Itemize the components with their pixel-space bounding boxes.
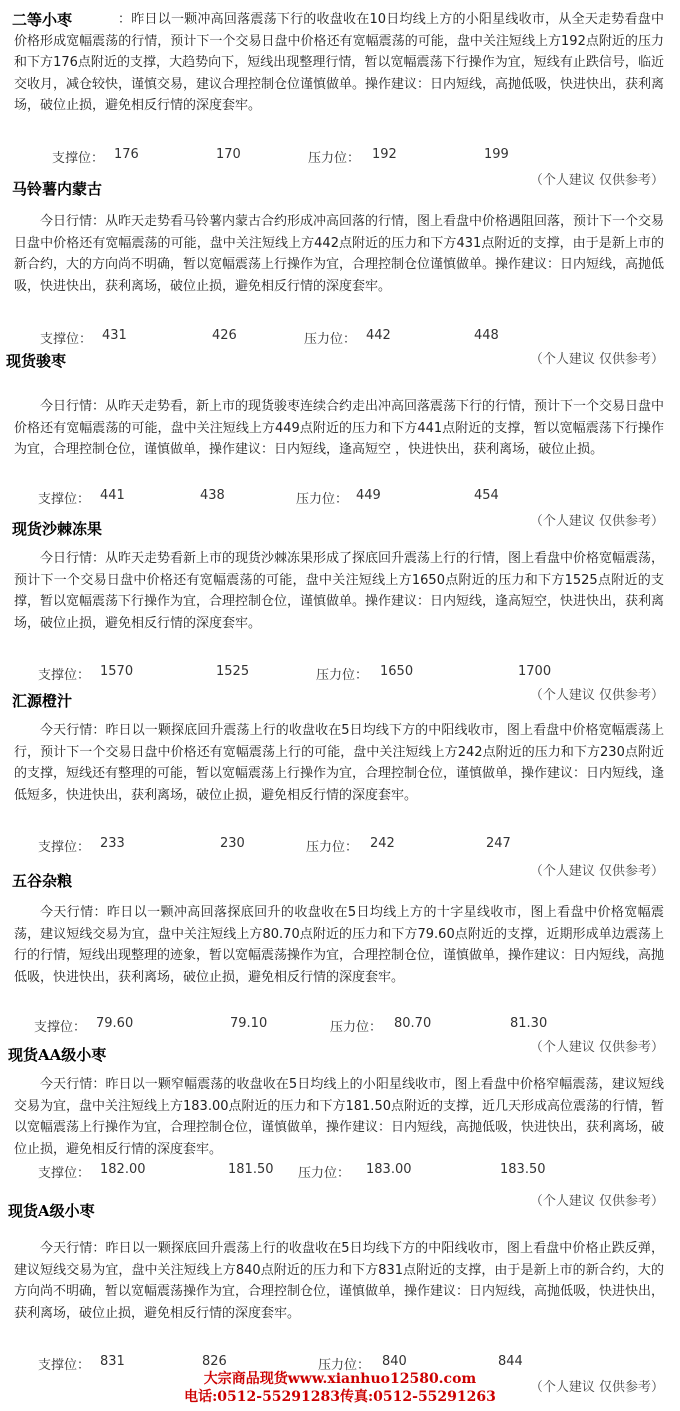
- resistance-value-2: 454: [474, 488, 499, 503]
- section-body: 今日行情：从昨天走势看，新上市的现货骏枣连续合约走出冲高回落震荡下行的行情，预计下一个交易日盘中价格还有宽幅震荡的可能，盘中关注短线上方449点附近的压力和下方441点附近的支撑，暂以宽幅震荡下行操作为宜，合理控制仓位，谨慎做单，操作建议：日内短线，逢高短空 ，快进快出，获利离场，破位止损。: [14, 399, 665, 457]
- resistance-value-1: 442: [366, 328, 391, 343]
- support-value-2: 438: [200, 488, 225, 503]
- resistance-label: 压力位：: [304, 332, 357, 347]
- section-body: ：昨日以一颗冲高回落震荡下行的收盘收在10日均线上方的小阳星线收市，从全天走势看盘中价格形成宽幅震荡的行情，预计下一个交易日盘中价格还有宽幅震荡的可能，盘中关注短线上方192点附近的压力和下方176点附近的支撑，大趋势向下，短线出现整理行情，暂以宽幅震荡下行操作为宜，短线有止跌信号，临近交收月，减仓较快，谨慎交易，建议合理控制仓位谨慎做单。操作建议：日内短线，高抛低吸，快进快出，获利离场，破位止损，避免相反行情的深度套牢。: [14, 12, 665, 113]
- resistance-value-1: 840: [382, 1354, 407, 1369]
- resistance-value-2: 247: [486, 836, 511, 851]
- support-resistance-row: [0, 328, 680, 348]
- support-value-1: 1570: [100, 664, 134, 679]
- section-title: 二等小枣: [12, 11, 73, 29]
- support-label: 支撑位：: [38, 1166, 91, 1181]
- support-resistance-row: [0, 147, 680, 167]
- support-value-2: 230: [220, 836, 245, 851]
- support-value-1: 441: [100, 488, 125, 503]
- disclaimer-note: （个人建议 仅供参考）: [529, 514, 664, 529]
- section-body: 今日行情：从昨天走势看马铃薯内蒙古合约形成冲高回落的行情，图上看盘中价格遇阻回落，预计下一个交易日盘中价格还有宽幅震荡的可能，盘中关注短线上方442点附近的压力和下方431点附近的支撑，由于是新上市的新合约，大的方向尚不明确，暂以宽幅震荡上行操作为宜，合理控制仓位谨慎做单。操作建议：日内短线，高抛低吸，快进快出，获利离场，破位止损，避免相反行情的深度套牢。: [14, 214, 665, 294]
- disclaimer-note: （个人建议 仅供参考）: [529, 688, 664, 703]
- resistance-label: 压力位：: [318, 1358, 371, 1373]
- resistance-label: 压力位：: [330, 1020, 383, 1035]
- support-value-2: 826: [202, 1354, 227, 1369]
- resistance-value-1: 80.70: [394, 1016, 432, 1031]
- support-label: 支撑位：: [38, 840, 91, 855]
- section-title: 五谷杂粮: [12, 872, 73, 890]
- resistance-value-1: 449: [356, 488, 381, 503]
- support-value-2: 1525: [216, 664, 250, 679]
- resistance-value-2: 199: [484, 147, 509, 162]
- section-title: 现货骏枣: [6, 352, 67, 370]
- support-value-2: 181.50: [228, 1162, 274, 1177]
- disclaimer-note: （个人建议 仅供参考）: [529, 864, 664, 879]
- support-label: 支撑位：: [34, 1020, 87, 1035]
- section-body: 今天行情：昨日以一颗冲高回落探底回升的收盘收在5日均线上方的十字星线收市，图上看盘中价格宽幅震荡，建议短线交易为宜，盘中关注短线上方80.70点附近的压力和下方79.60点附近的支撑，近期形成单边震荡上行的行情，短线出现整理的迹象，暂以宽幅震荡操作为宜，合理控制仓位，谨慎做单，操作建议：日内短线，高抛低吸，快进快出，获利离场，破位止损，避免相反行情的深度套牢。: [14, 905, 665, 985]
- section-body: 今日行情：从昨天走势看新上市的现货沙棘冻果形成了探底回升震荡上行的行情，图上看盘中价格宽幅震荡，预计下一个交易日盘中价格还有宽幅震荡的可能，盘中关注短线上方1650点附近的压力和下方1525点附近的支撑，暂以宽幅震荡下行操作为宜，合理控制仓位，谨慎做单。操作建议：日内短线，逢高短空，快进快出，获利离场，破位止损，避免相反行情的深度套牢。: [14, 551, 665, 631]
- section-title: 现货A级小枣: [8, 1202, 95, 1220]
- support-value-1: 79.60: [96, 1016, 134, 1031]
- resistance-value-1: 242: [370, 836, 395, 851]
- resistance-label: 压力位：: [296, 492, 349, 507]
- resistance-value-1: 183.00: [366, 1162, 412, 1177]
- resistance-label: 压力位：: [306, 840, 359, 855]
- support-label: 支撑位：: [38, 492, 91, 507]
- support-value-1: 176: [114, 147, 139, 162]
- support-value-1: 182.00: [100, 1162, 146, 1177]
- section-body: 今天行情：昨日以一颗探底回升震荡上行的收盘收在5日均线下方的中阳线收市，图上看盘中价格止跌反弹，建议短线交易为宜，盘中关注短线上方840点附近的压力和下方831点附近的支撑，由于是新上市的新合约，大的方向尚不明确，暂以宽幅震荡操作为宜，合理控制仓位，谨慎做单，操作建议：日内短线，高抛低吸，快进快出，获利离场，破位止损，避免相反行情的深度套牢。: [14, 1241, 665, 1321]
- support-value-1: 831: [100, 1354, 125, 1369]
- resistance-label: 压力位：: [316, 668, 369, 683]
- section-body: 今天行情：昨日以一颗探底回升震荡上行的收盘收在5日均线下方的中阳线收市，图上看盘中价格宽幅震荡上行，预计下一个交易日盘中价格还有宽幅震荡上行的可能，盘中关注短线上方242点附近的压力和下方230点附近的支撑，短线还有整理的可能，暂以宽幅震荡上行操作为宜，合理控制仓位，谨慎做单，操作建议：日内短线，逢低短多，快进快出，获利离场，破位止损，避免相反行情的深度套牢。: [14, 723, 665, 803]
- support-resistance-row: [0, 664, 680, 684]
- disclaimer-note: （个人建议 仅供参考）: [529, 1380, 664, 1395]
- section-title: 马铃薯内蒙古: [12, 180, 103, 198]
- support-label: 支撑位：: [52, 151, 105, 166]
- disclaimer-note: （个人建议 仅供参考）: [529, 173, 664, 188]
- support-value-1: 233: [100, 836, 125, 851]
- support-value-2: 170: [216, 147, 241, 162]
- resistance-value-2: 844: [498, 1354, 523, 1369]
- resistance-value-2: 1700: [518, 664, 552, 679]
- footer-phone-fax: 电话:0512-55291283传真:0512-55291263: [184, 1389, 496, 1405]
- resistance-value-2: 183.50: [500, 1162, 546, 1177]
- section-body: 今天行情：昨日以一颗窄幅震荡的收盘收在5日均线上的小阳星线收市，图上看盘中价格窄幅震荡，建议短线交易为宜，盘中关注短线上方183.00点附近的压力和下方181.50点附近的支撑，近几天形成高位震荡的行情，暂以宽幅震荡上行操作为宜，合理控制仓位，谨慎做单，操作建议：日内短线，高抛低吸，快进快出，获利离场，破位止损，避免相反行情的深度套牢。: [14, 1077, 665, 1157]
- resistance-value-1: 1650: [380, 664, 414, 679]
- resistance-label: 压力位：: [298, 1166, 351, 1181]
- disclaimer-note: （个人建议 仅供参考）: [529, 352, 664, 367]
- resistance-value-1: 192: [372, 147, 397, 162]
- section-title: 汇源橙汁: [12, 692, 73, 710]
- resistance-value-2: 448: [474, 328, 499, 343]
- support-label: 支撑位：: [38, 668, 91, 683]
- disclaimer-note: （个人建议 仅供参考）: [529, 1194, 664, 1209]
- support-resistance-row: [0, 1162, 680, 1182]
- disclaimer-note: （个人建议 仅供参考）: [529, 1040, 664, 1055]
- support-value-1: 431: [102, 328, 127, 343]
- support-resistance-row: [0, 1016, 680, 1036]
- support-resistance-row: [0, 836, 680, 856]
- support-resistance-row: [0, 488, 680, 508]
- support-value-2: 79.10: [230, 1016, 268, 1031]
- support-value-2: 426: [212, 328, 237, 343]
- footer-contact: [150, 1370, 530, 1406]
- section-title: 现货沙棘冻果: [12, 520, 103, 538]
- support-label: 支撑位：: [40, 332, 93, 347]
- resistance-label: 压力位：: [308, 151, 361, 166]
- support-label: 支撑位：: [38, 1358, 91, 1373]
- resistance-value-2: 81.30: [510, 1016, 548, 1031]
- footer-website: 大宗商品现货www.xianhuo12580.com: [203, 1371, 477, 1387]
- section-title: 现货AA级小枣: [8, 1046, 107, 1064]
